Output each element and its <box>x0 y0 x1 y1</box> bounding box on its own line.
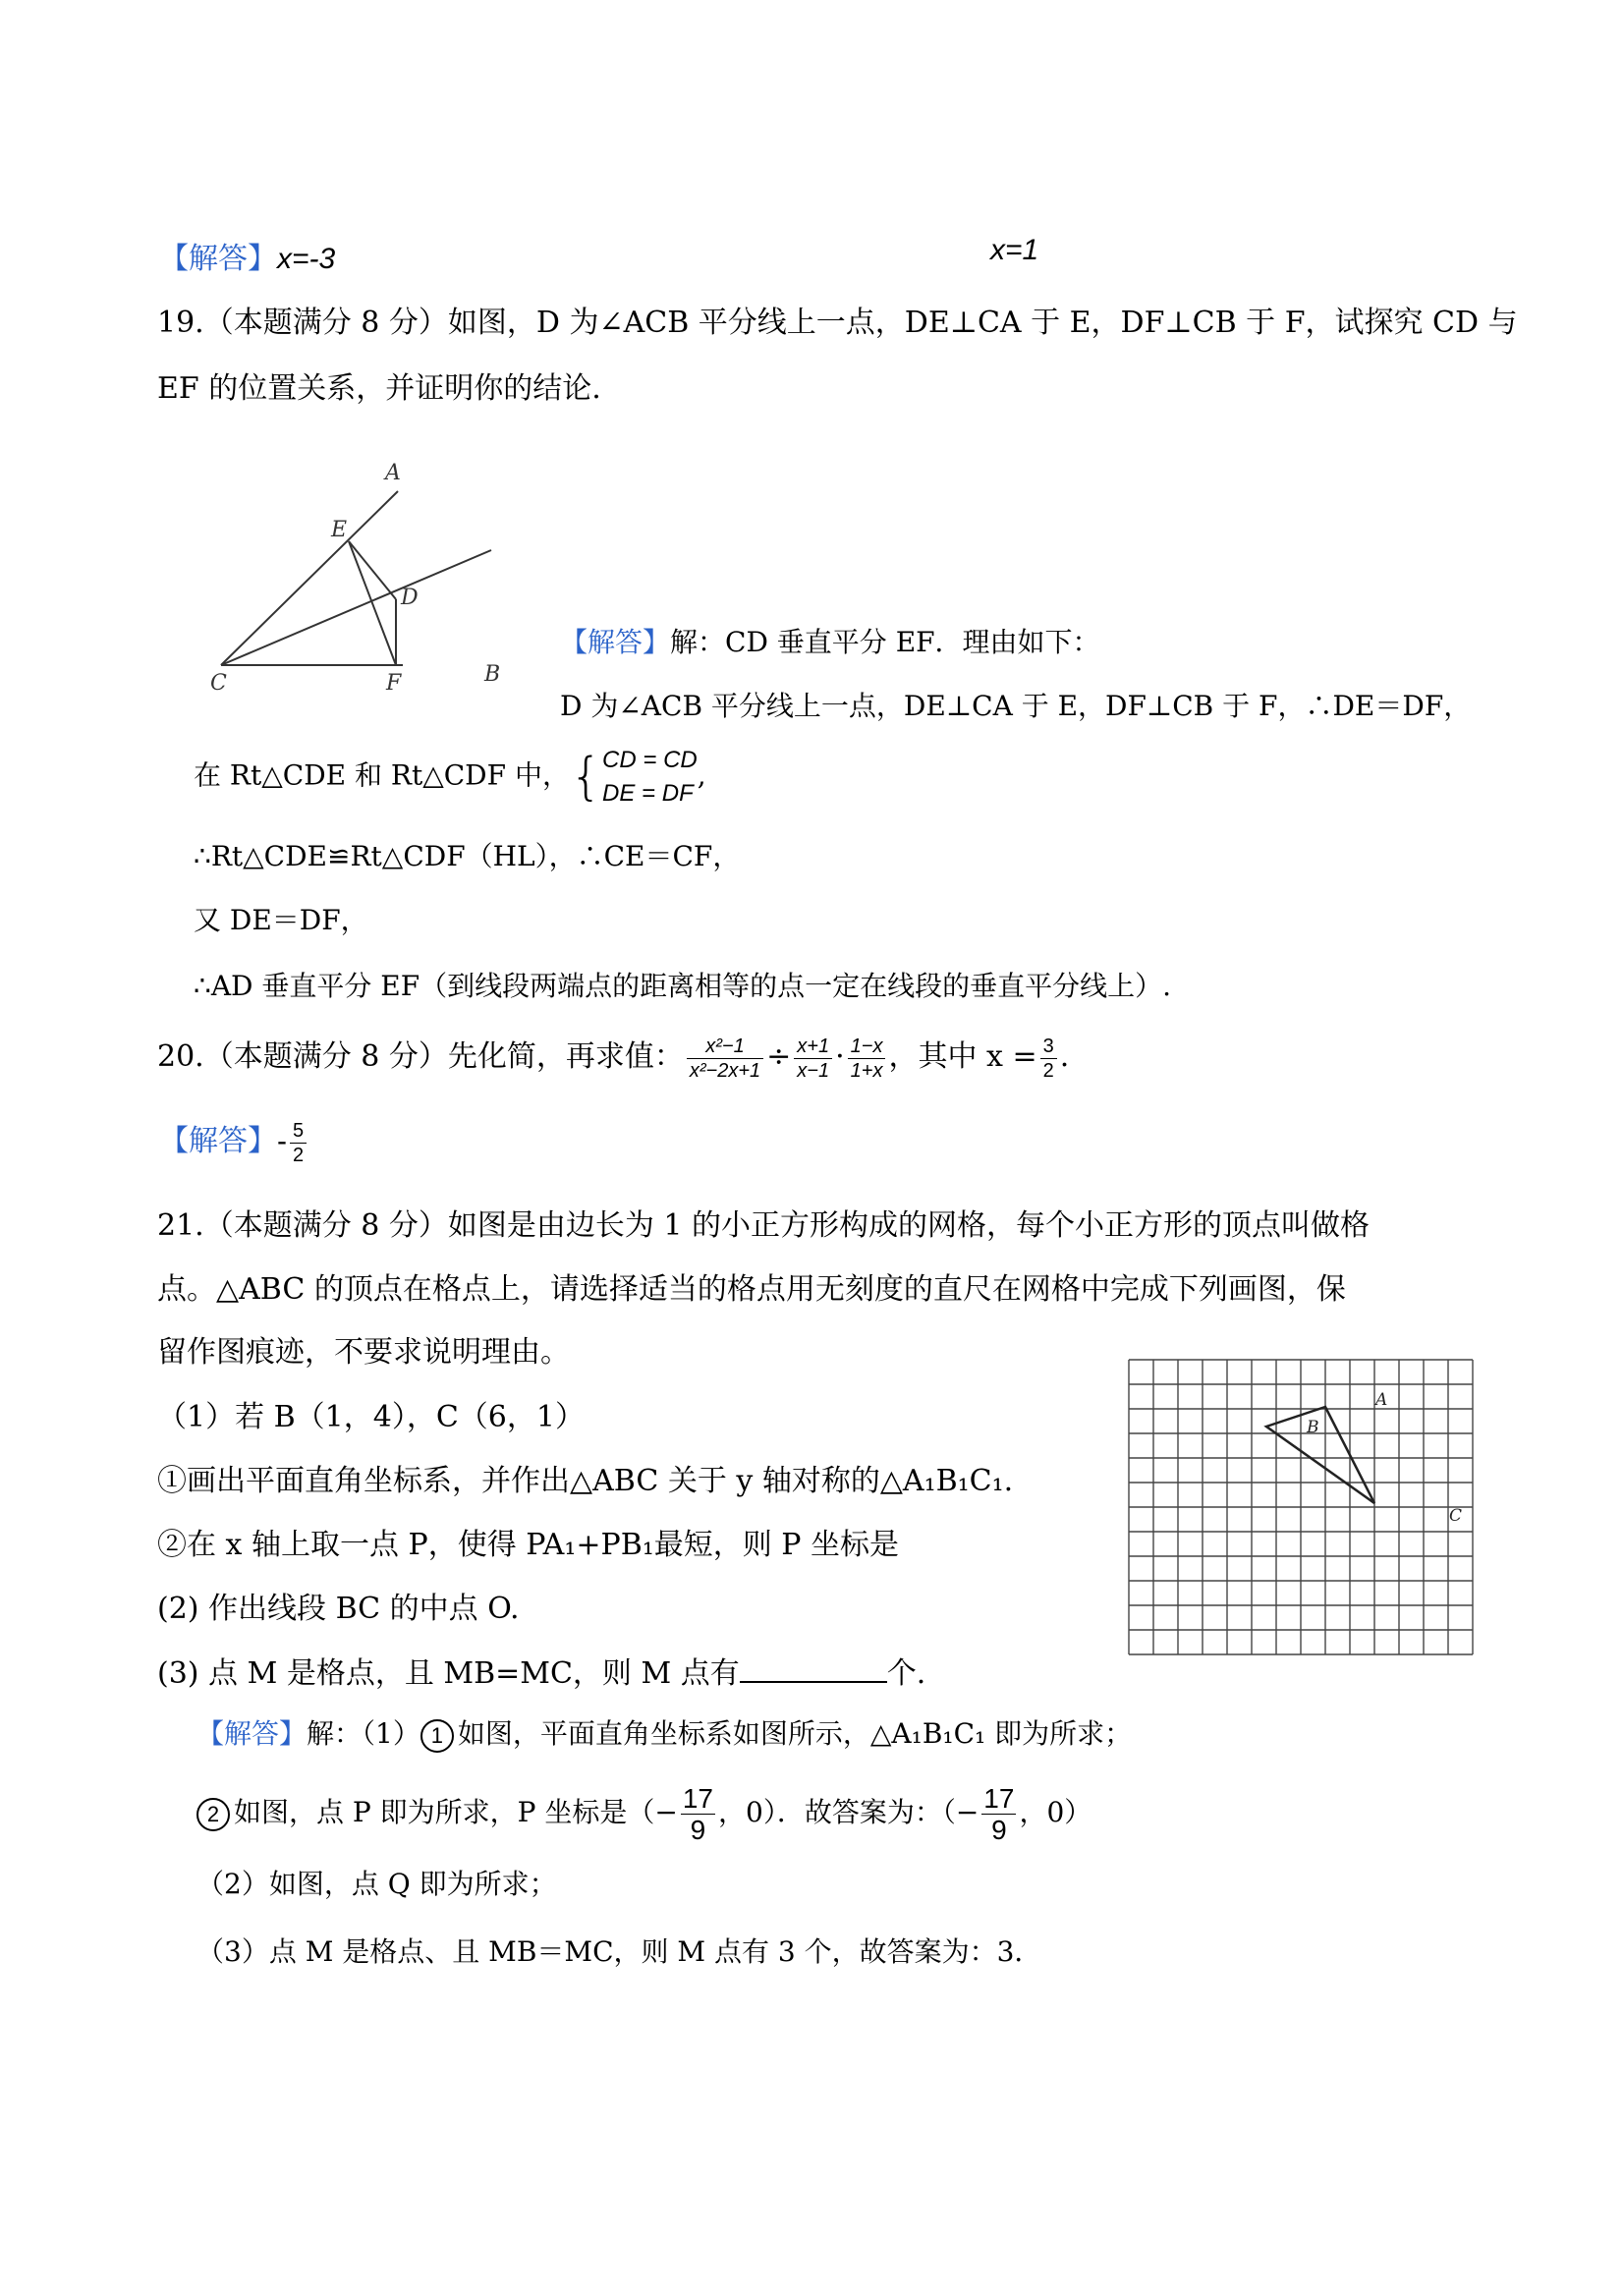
grid-label-B: B <box>1307 1418 1319 1437</box>
q21-part-1: （1）若 B（1，4），C（6，1） <box>157 1400 585 1434</box>
q21-part-1b: ②在 x 轴上取一点 P，使得 PA₁+PB₁最短，则 P 坐标是 <box>157 1528 900 1562</box>
answer-fraction-2: $\frac{17}{9}$ <box>983 1783 1015 1845</box>
q19-answer-line-3 <box>194 744 706 811</box>
q21-answer-line-3: （2）如图，点 Q 即为所求； <box>196 1868 557 1900</box>
q21-line-3: 留作图痕迹，不要求说明理由。 <box>157 1335 570 1370</box>
fraction-1: $\frac{\text{x²−1}}{\text{x²−2x+1}}$ <box>687 1035 763 1083</box>
equation-1: CD = CD <box>602 747 698 773</box>
q19-line-2: EF 的位置关系，并证明你的结论. <box>157 371 601 406</box>
grid-label-A: A <box>1375 1390 1388 1410</box>
answer-tag: 【解答】 <box>196 1717 308 1750</box>
q19-answer-line-4: ∴Rt△CDE≌Rt△CDF（HL），∴CE＝CF， <box>194 840 741 872</box>
triangle-ABC <box>1266 1407 1374 1503</box>
equation-2: DE = DF <box>602 780 694 807</box>
label-C: C <box>210 671 227 693</box>
equation-system <box>602 744 698 811</box>
answer-value-1: x=-3 <box>277 243 336 275</box>
label-A: A <box>385 461 401 485</box>
answer-value-2: x=1 <box>990 234 1039 266</box>
q21-part-2: (2) 作出线段 BC 的中点 O. <box>157 1592 520 1626</box>
fraction-3: $\frac{1-x}{1+x}$ <box>848 1035 886 1083</box>
answer-18 <box>159 234 335 277</box>
label-B: B <box>484 662 501 687</box>
q21-answer-line-4: （3）点 M 是格点、且 MB＝MC，则 M 点有 3 个，故答案为：3． <box>196 1935 1042 1968</box>
answer-fraction: $\frac{5}{2}$ <box>290 1119 307 1167</box>
segment-ED <box>349 541 396 599</box>
answer-tag: 【解答】 <box>159 242 277 276</box>
q21-grid-figure <box>1125 1356 1479 1660</box>
answer-text: 在 Rt△CDE 和 Rt△CDF 中， <box>194 758 570 792</box>
q19-answer-line-5: 又 DE＝DF， <box>194 904 368 936</box>
q21-answer-line-2: 2 如图，点 P 即为所求，P 坐标是（− $\frac{17}{9}$ ，0）．故答案为：（− $\frac{17}{9}$ ，0） <box>196 1783 1091 1845</box>
q21-line-2: 点。△ABC 的顶点在格点上，请选择适当的格点用无刻度的直尺在网格中完成下列画图，保 <box>157 1272 1346 1307</box>
fraction-x: $\frac{3}{2}$ <box>1040 1035 1057 1083</box>
answer-tag: 【解答】 <box>159 1124 277 1158</box>
label-D: D <box>401 586 419 610</box>
q19-answer-line-6: ∴AD 垂直平分 EF（到线段两端点的距离相等的点一定在线段的垂直平分线上）. <box>194 970 1172 1002</box>
q19-answer-line-1 <box>560 621 1100 660</box>
q21-part-3: (3) 点 M 是格点，且 MB=MC，则 M 点有 个. <box>157 1656 926 1691</box>
answer-tag: 【解答】 <box>560 626 671 658</box>
label-E: E <box>331 518 348 542</box>
grid-label-C: C <box>1449 1506 1463 1526</box>
equation-tail: , <box>697 758 706 792</box>
circled-number-1: 1 <box>420 1719 454 1753</box>
answer-blank <box>740 1655 887 1683</box>
q19-line-1: 19.（本题满分 8 分）如图，D 为∠ACB 平分线上一点，DE⊥CA 于 E，DF⊥CB 于 F，试探究 CD 与 <box>157 306 1518 340</box>
ray-CA <box>221 491 398 665</box>
bisector-CD <box>221 550 491 665</box>
q21-part-1a: ①画出平面直角坐标系，并作出△ABC 关于 y 轴对称的△A₁B₁C₁. <box>157 1464 1014 1498</box>
answer-fraction-1: $\frac{17}{9}$ <box>682 1783 713 1845</box>
brace-icon: { <box>569 748 603 807</box>
segment-EF <box>349 541 396 665</box>
circled-number-2: 2 <box>196 1798 230 1831</box>
label-F: F <box>386 671 402 693</box>
fraction-2: $\frac{x+1}{x-1}$ <box>794 1035 832 1083</box>
q19-answer-line-2: D 为∠ACB 平分线上一点，DE⊥CA 于 E，DF⊥CB 于 F，∴DE＝DF， <box>560 690 1472 722</box>
q20-answer: 【解答】- $\frac{5}{2}$ <box>159 1116 309 1167</box>
q21-answer-line-1: 【解答】解：（1） 1 如图，平面直角坐标系如图所示，△A₁B₁C₁ 即为所求； <box>196 1712 1132 1753</box>
q20-text: 20.（本题满分 8 分）先化简，再求值： <box>157 1039 684 1074</box>
answer-text: 解：CD 垂直平分 EF．理由如下： <box>670 626 1100 658</box>
q21-line-1: 21.（本题满分 8 分）如图是由边长为 1 的小正方形构成的网格，每个小正方形的顶点叫做格 <box>157 1208 1371 1243</box>
q19-figure <box>196 452 521 693</box>
q20-question: 20.（本题满分 8 分）先化简，再求值： $\frac{\text{x²−1}}{\text{x²−2x+1}}$ ÷ $\frac{x+1}{x-1}$ · $\frac{1-x}{1+x}$ ，其中 x = $\frac{3}{2}$ . <box>157 1035 1070 1082</box>
